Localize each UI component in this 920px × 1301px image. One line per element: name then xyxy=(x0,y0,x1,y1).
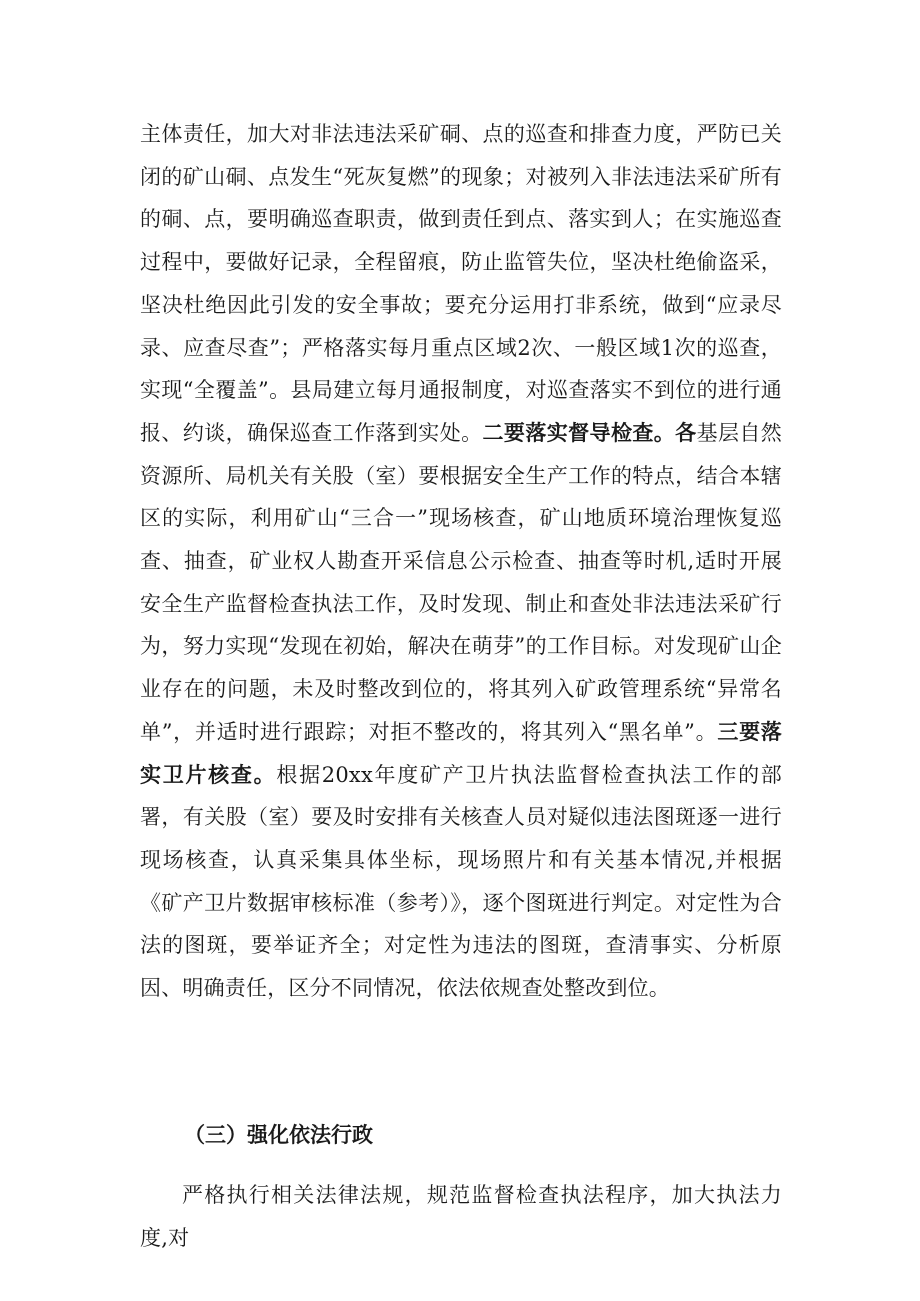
bold-subheading: 三要落实卫片核查。 xyxy=(140,718,782,787)
paragraph-text: 根据20xx年度矿产卫片执法监督检查执法工作的部署，有关股（室）要及时安排有关核查人员对疑似违法图斑逐一进行现场核查，认真采集具体坐标，现场照片和有关基本情况,并根据《矿产卫片数据审核标准（参考）》，逐个图斑进行判定。对定性为合法的图斑，要举证齐全；对定性为违法的图斑，查清事实、分析原因、明确责任，区分不同情况，依法依规查处整改到位。 xyxy=(140,762,782,1001)
body-paragraph: 严格执行相关法律法规，规范监督检查执法程序，加大执法力度,对 xyxy=(140,1183,782,1250)
section-heading: （三）强化依法行政 xyxy=(184,1122,373,1147)
bold-subheading: 二要落实督导检查。各 xyxy=(482,419,697,445)
paragraph-text: 主体责任，加大对非法违法采矿硐、点的巡查和排查力度，严防已关闭的矿山硐、点发生“死灰复燃”的现象；对被列入非法违法采矿所有的硐、点，要明确巡查职责，做到责任到点、落实到人；在实施巡查过程中，要做好记录，全程留痕，防止监管失位，坚决杜绝偷盗采，坚决杜绝因此引发的安全事故；要充分运用打非系统，做到“应录尽录、应查尽查”；严格落实每月重点区域2次、一般区域1次的巡查，实现“全覆盖”。县局建立每月通报制度，对巡查落实不到位的进行通报、约谈，确保巡查工作落到实处。 xyxy=(140,122,782,445)
body-paragraph xyxy=(140,113,782,1010)
paragraph-text: 基层自然资源所、局机关有关股（室）要根据安全生产工作的特点，结合本辖区的实际，利用矿山“三合一”现场核查，矿山地质环境治理恢复巡查、抽查，矿业权人勘查开采信息公示检查、抽查等时机,适时开展安全生产监督检查执法工作，及时发现、制止和查处非法违法采矿行为，努力实现“发现在初始，解决在萌芽”的工作目标。对发现矿山企业存在的问题，未及时整改到位的，将其列入矿政管理系统“异常名单”，并适时进行跟踪；对拒不整改的，将其列入“黑名单”。 xyxy=(140,420,782,744)
